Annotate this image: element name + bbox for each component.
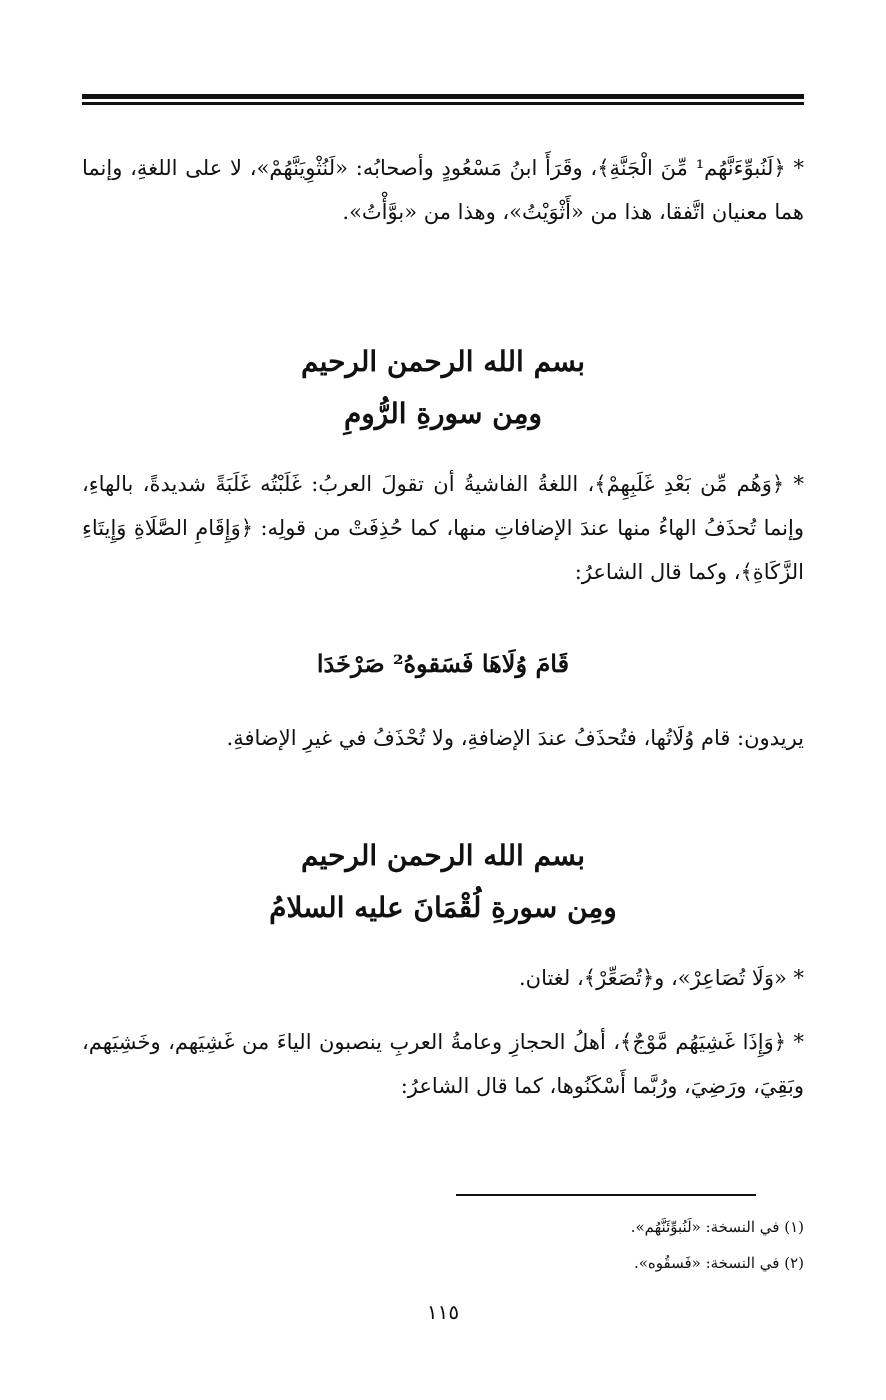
basmala-heading-1: بسم الله الرحمن الرحيم [301,345,585,378]
basmala-heading-2: بسم الله الرحمن الرحيم [301,839,585,872]
header-rule-thin [82,102,804,105]
paragraph-ghalabihim: * ﴿وَهُم مِّن بَعْدِ غَلَبِهِمْ﴾، اللغةُ الفاشيةُ أن تقولَ العربُ: غَلَبْتُه غَلَبَةً شديدةً، بالهاءِ، وإنما تُحذَفُ الهاءُ منها عندَ الإضافاتِ منها، كما حُذِفَتْ من قولِه: ﴿وَإِقَامِ الصَّلَاةِ وَإِيتَاءِ الزَّكَاةِ﴾، وكما قال الشاعرُ: [82,472,804,584]
surah-title-rum: ومِن سورةِ الرُّومِ [343,397,543,430]
surah-title-luqman: ومِن سورةِ لُقْمَانَ عليه السلامُ [269,891,617,924]
header-rule-thick [82,94,804,99]
poetry-verse: قَامَ وُلَاهَا فَسَقوهُ² صَرْخَدَا [316,649,570,678]
paragraph-ghashiyahum: * ﴿وَإِذَا غَشِيَهُم مَّوْجٌ﴾، أهلُ الحجازِ وعامةُ العربِ ينصبون الياءَ من غَشِيَهم، وخَشِيَهم، وبَقِيَ، ورَضِيَ، ورُبَّما أَسْكَنُوها، كما قال الشاعرُ: [82,1030,804,1098]
footnote-1: (١) في النسخة: «لَنُبوِّئَنَّهُم». [630,1218,804,1236]
footnote-2: (٢) في النسخة: «فَسقُوه». [633,1254,804,1272]
page-number: ١١٥ [426,1300,460,1324]
footnote-separator [456,1194,756,1196]
paragraph-yuridun: يريدون: قام وُلَاتُها، فتُحذَفُ عندَ الإضافةِ، ولا تُحْذَفُ في غيرِ الإضافةِ. [226,726,804,750]
paragraph-lanubawwi: * ﴿لَنُبوِّءَنَّهُم¹ مِّنَ الْجَنَّةِ﴾، وقَرَأَ ابنُ مَسْعُودٍ وأصحابُه: «لَنُثْوِيَنَّهُمْ»، لا على اللغةِ، وإنما هما معنيان اتَّفقا، هذا من «أَثْوَيْتُ»، وهذا من «بوَّأْتُ». [82,156,804,224]
paragraph-tusair: * «وَلَا تُصَاعِرْ»، و﴿تُصَعِّرْ﴾، لغتان. [518,966,804,990]
